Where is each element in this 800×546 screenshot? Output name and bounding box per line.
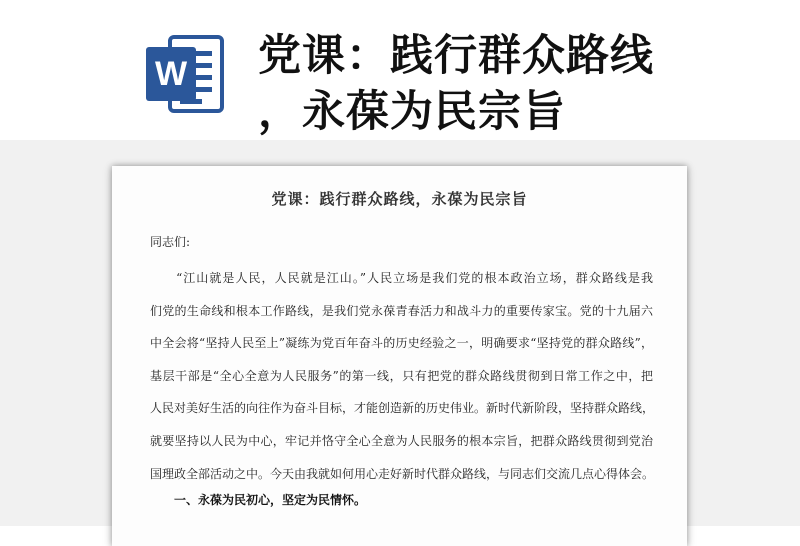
salutation: 同志们: — [150, 235, 191, 249]
body-paragraph — [150, 262, 653, 490]
banner-title-line1: 党课：践行群众路线 — [258, 31, 654, 81]
banner-title-line2: ，永葆为民宗旨 — [258, 87, 566, 137]
paragraph-line: 中全会将“坚持人民至上”凝练为党百年奋斗的历史经验之一，明确要求“坚持党的群众路线”， — [150, 336, 653, 351]
document-title: 党课：践行群众路线，永葆为民宗旨 — [271, 190, 528, 208]
banner-title — [258, 28, 688, 140]
document-page — [112, 166, 687, 546]
paragraph-line: “江山就是人民，人民就是江山。”人民立场是我们党的根本政治立场，群众路线是我 — [150, 271, 653, 285]
banner-header — [0, 0, 800, 140]
paragraph-line: 们党的生命线和根本工作路线，是我们党永葆青春活力和战斗力的重要传家宝。党的十九届六 — [150, 303, 653, 318]
paragraph-line: 基层干部是“全心全意为人民服务”的第一线，只有把党的群众路线贯彻到日常工作之中，把 — [150, 368, 653, 383]
section-heading: 一、永葆为民初心，坚定为民情怀。 — [174, 493, 367, 507]
paragraph-line: 就要坚持以人民为中心，牢记并恪守全心全意为人民服务的根本宗旨，把群众路线贯彻到党治 — [150, 433, 653, 448]
paragraph-line: 人民对美好生活的向往作为奋斗目标，才能创造新的历史伟业。新时代新阶段，坚持群众路线， — [150, 401, 655, 416]
word-icon-letter: W — [154, 55, 188, 93]
word-document-icon — [144, 33, 224, 115]
paragraph-line: 国理政全部活动之中。今天由我就如何用心走好新时代群众路线，与同志们交流几点心得体会。 — [150, 466, 655, 481]
